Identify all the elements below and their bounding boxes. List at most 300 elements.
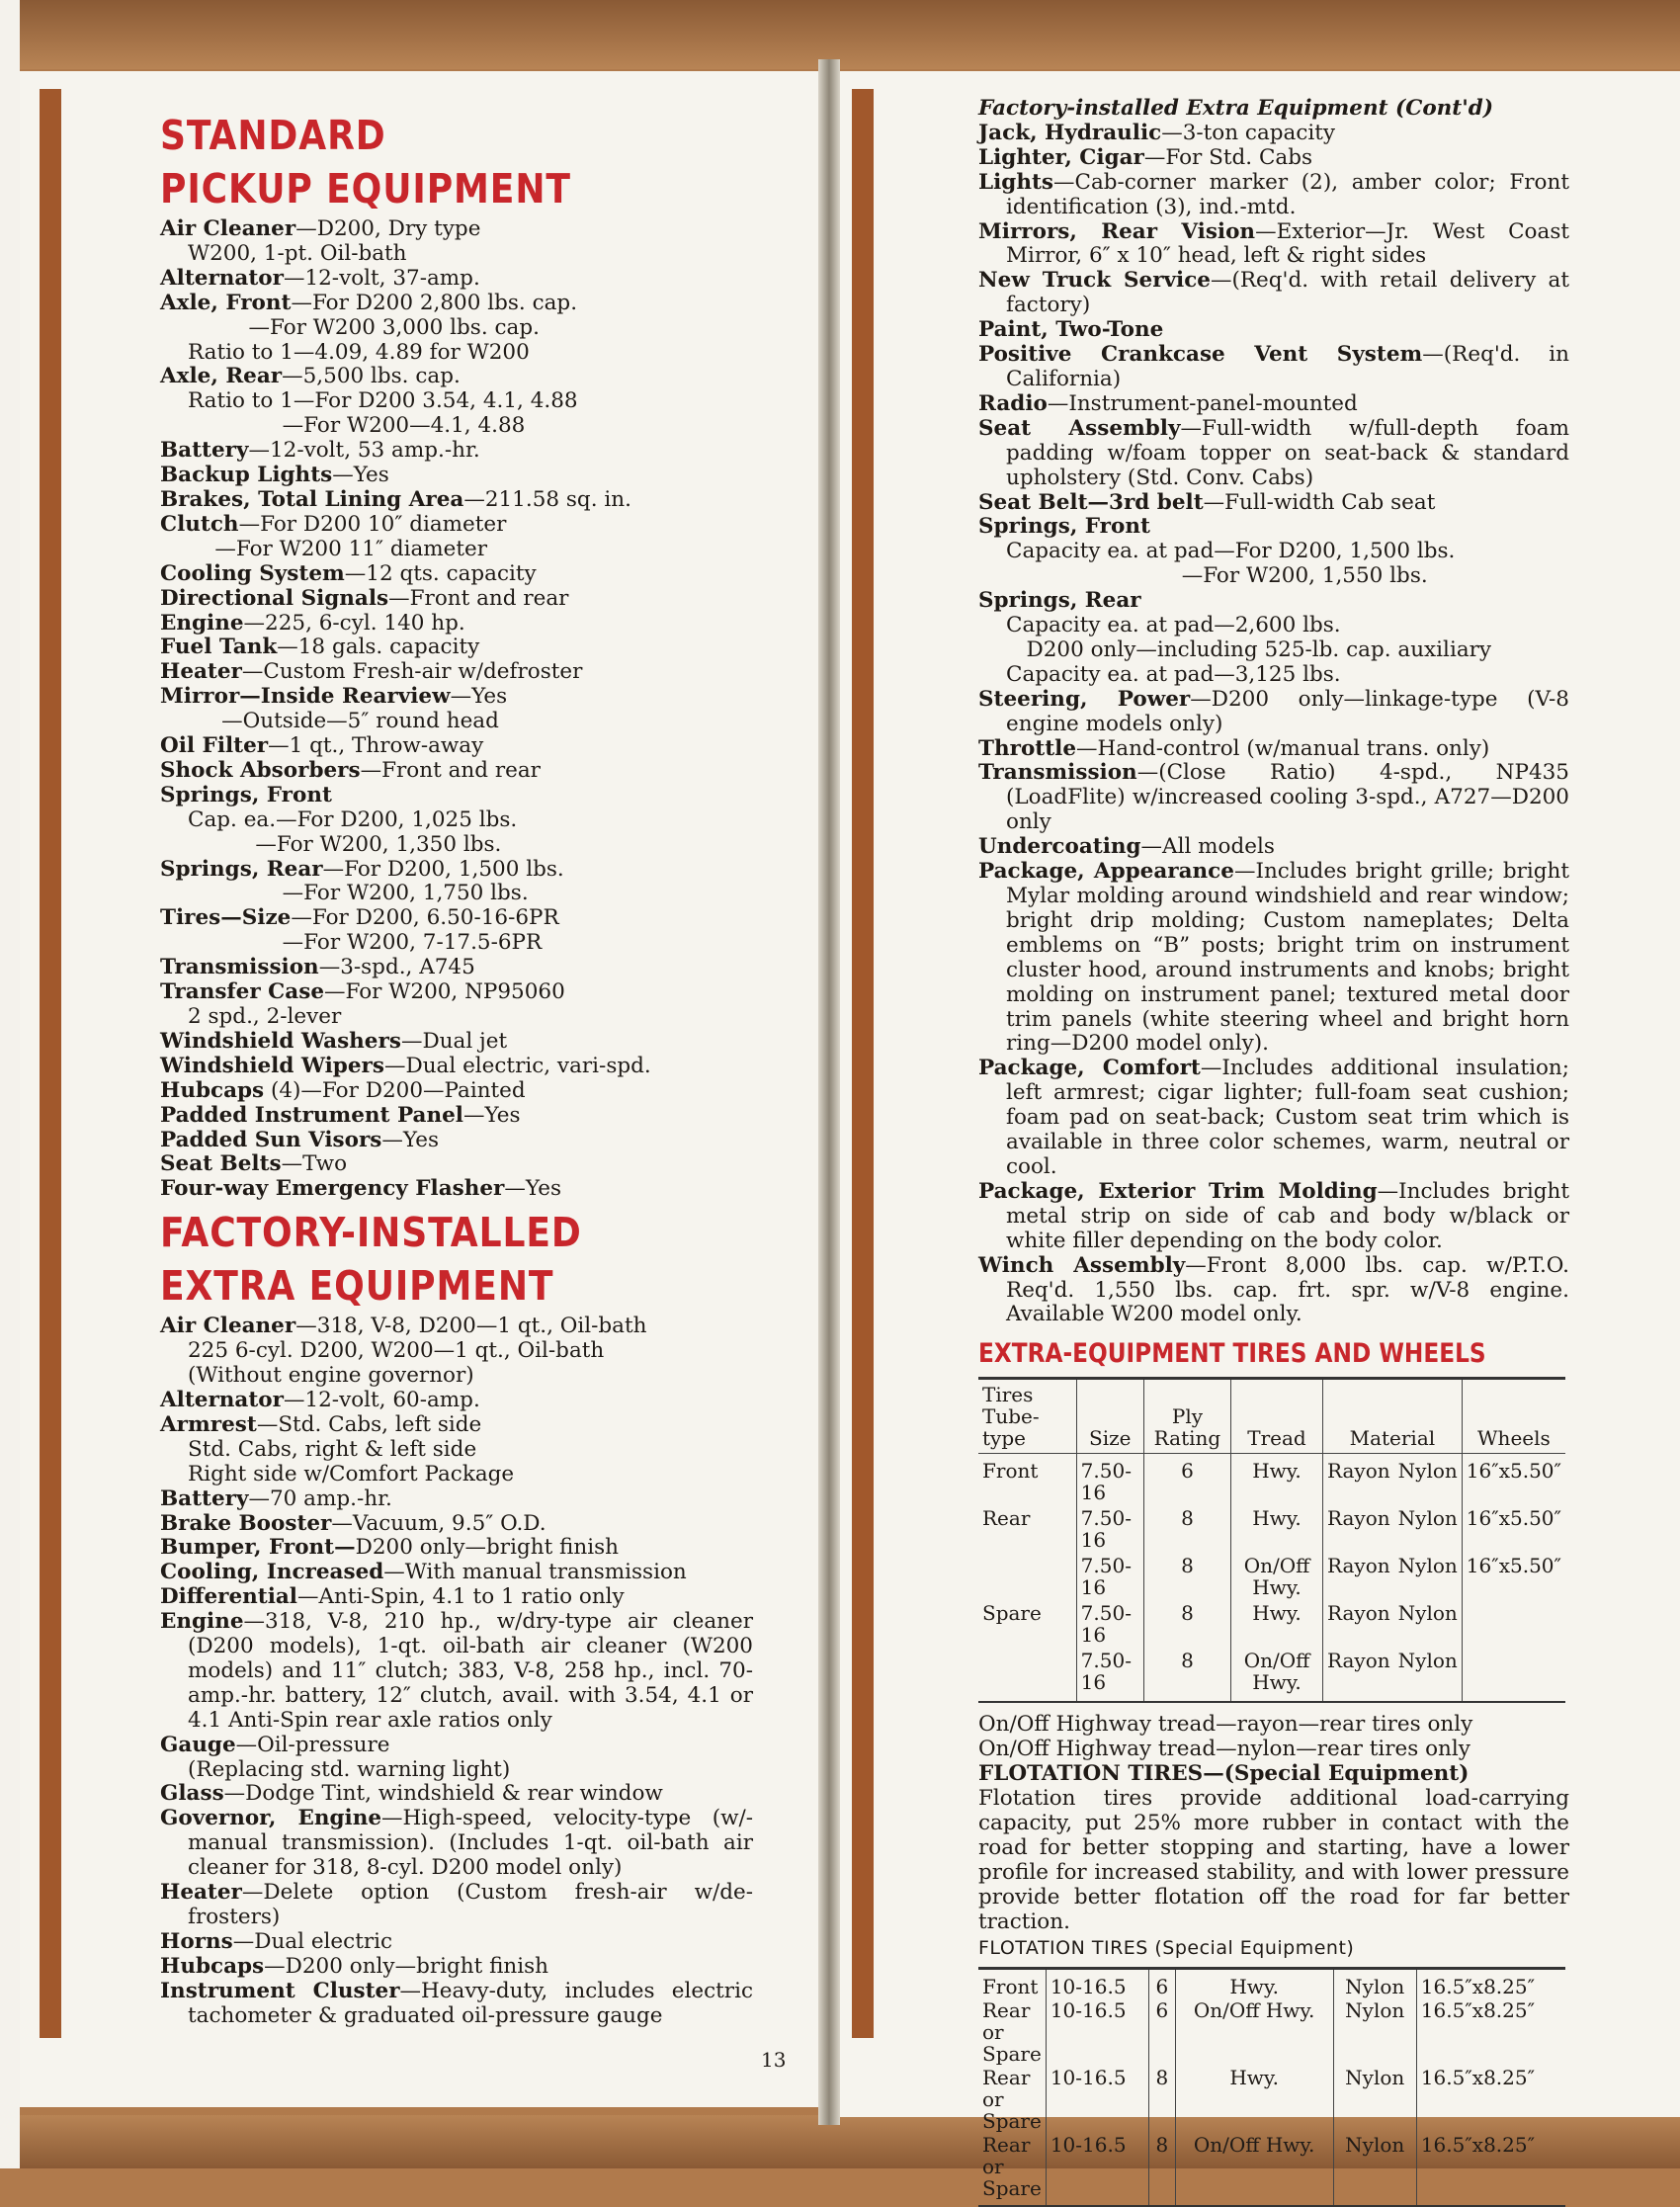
equipment-entry xyxy=(160,1536,753,1561)
equipment-name: Air Cleaner xyxy=(160,216,296,241)
equipment-name: Brakes, Total Lining Area xyxy=(160,486,464,512)
equipment-name: Radio xyxy=(978,390,1048,416)
equipment-name: Instrument Cluster xyxy=(160,1978,400,2003)
equipment-detail: —Yes xyxy=(462,1102,521,1128)
equipment-detail: —For W200, NP95060 xyxy=(324,979,565,1005)
equipment-name: Heater xyxy=(160,659,242,685)
equipment-entry xyxy=(160,1955,753,1980)
equipment-name: Cooling, Increased xyxy=(160,1560,384,1585)
flotation-cell: 8 xyxy=(1149,2133,1175,2206)
flotation-cell: 16.5″x8.25″ xyxy=(1420,2066,1536,2090)
equipment-entry xyxy=(160,1585,753,1610)
equipment-detail-line: —For W200, 7-17.5-6PR xyxy=(188,930,543,956)
equipment-entry xyxy=(160,1315,753,1339)
equipment-detail: —1 qt., Throw-away xyxy=(268,733,484,759)
tires-row xyxy=(978,1454,1565,1506)
equipment-name: Throttle xyxy=(978,735,1077,761)
equipment-detail: —Two xyxy=(281,1151,348,1177)
equipment-detail: —Dual electric xyxy=(232,1928,393,1954)
equipment-detail: —Yes xyxy=(381,1127,439,1152)
equipment-name: Mirrors, Rear Vision xyxy=(978,218,1256,244)
equipment-entry xyxy=(160,1782,753,1807)
equipment-entry xyxy=(978,761,1569,835)
tires-cell: Nylon xyxy=(1394,1553,1463,1600)
equipment-detail: —Delete option (Custom fresh-air w/de-frosters) xyxy=(188,1880,753,1929)
equipment-detail: —D200 only—bright finish xyxy=(264,1953,549,1979)
equipment-name: Seat Assembly xyxy=(978,415,1181,441)
equipment-detail-line: 2 spd., 2-lever xyxy=(188,1004,342,1029)
equipment-detail-line: Capacity ea. at pad—3,125 lbs. xyxy=(1006,661,1341,687)
tires-column-header: Material xyxy=(1322,1379,1462,1454)
equipment-detail: —5,500 lbs. cap. xyxy=(282,364,461,389)
equipment-name: Shock Absorbers xyxy=(160,757,361,783)
equipment-name: Transmission xyxy=(160,955,319,980)
tires-cell: Hwy. xyxy=(1231,1505,1323,1553)
left-column xyxy=(160,111,753,2029)
flotation-cell: 16.5″x8.25″ xyxy=(1416,1969,1565,1999)
equipment-name: Armrest xyxy=(160,1411,257,1437)
equipment-entry xyxy=(978,1057,1569,1180)
flotation-cell: 16.5″x8.25″ xyxy=(1416,2133,1565,2206)
equipment-detail: —12-volt, 37-amp. xyxy=(283,265,480,291)
equipment-detail: —For Std. Cabs xyxy=(1143,144,1313,170)
equipment-detail-line: —For W200, 1,750 lbs. xyxy=(188,881,529,906)
equipment-name: Alternator xyxy=(160,265,284,291)
equipment-entry xyxy=(160,1129,753,1153)
tires-cell: Front xyxy=(978,1454,1076,1506)
equipment-detail: —Custom Fresh-air w/defroster xyxy=(241,659,583,685)
tires-cell: 8 xyxy=(1143,1600,1230,1648)
equipment-entry xyxy=(160,1389,753,1413)
equipment-name: Directional Signals xyxy=(160,585,389,611)
equipment-name: Engine xyxy=(160,1609,244,1635)
equipment-entry xyxy=(160,1930,753,1955)
equipment-detail: —For D200, 6.50-16-6PR xyxy=(291,905,559,931)
equipment-entry xyxy=(160,464,753,488)
equipment-entry xyxy=(160,1512,753,1537)
equipment-name: Springs, Front xyxy=(160,782,332,807)
flotation-cell: Nylon xyxy=(1333,1998,1416,2066)
equipment-name: Fuel Tank xyxy=(160,635,278,660)
equipment-detail-line: —For W200 11″ diameter xyxy=(188,536,488,561)
flotation-cell: Nylon xyxy=(1333,2133,1416,2206)
tires-row xyxy=(978,1648,1565,1702)
tires-row xyxy=(978,1505,1565,1553)
equipment-detail-line: —For W200 3,000 lbs. cap. xyxy=(188,314,540,340)
tires-cell: Rayon xyxy=(1326,1601,1390,1626)
equipment-entry xyxy=(160,1030,753,1055)
equipment-entry xyxy=(160,365,753,389)
flotation-cell: Hwy. xyxy=(1175,2066,1333,2133)
equipment-entry xyxy=(978,171,1569,220)
scan-edge xyxy=(0,0,20,2168)
equipment-name: Gauge xyxy=(160,1732,236,1757)
equipment-detail: —Yes xyxy=(450,684,508,710)
equipment-detail-line: Std. Cabs, right & left side xyxy=(188,1436,477,1462)
equipment-entry xyxy=(978,392,1569,417)
flotation-cell: Rear or Spare xyxy=(978,2133,1046,2206)
equipment-detail: —All models xyxy=(1140,834,1275,860)
tires-cell: Rayon xyxy=(1322,1648,1393,1702)
tires-column-header: Size xyxy=(1076,1379,1143,1454)
tires-cell: 7.50-16 xyxy=(1076,1648,1143,1702)
equipment-name: Transfer Case xyxy=(160,979,324,1005)
equipment-name: Battery xyxy=(160,438,249,464)
equipment-entry xyxy=(978,1254,1569,1328)
tires-cell: 8 xyxy=(1143,1553,1230,1600)
equipment-entry xyxy=(160,784,753,808)
equipment-entry xyxy=(978,860,1569,1057)
tires-cell: Hwy. xyxy=(1231,1600,1323,1648)
extra-equipment-continued-list xyxy=(978,122,1569,1327)
flotation-cell: Rear or Spare xyxy=(978,2066,1046,2133)
tires-column-header: Tires Tube-type xyxy=(978,1379,1076,1454)
top-border xyxy=(0,0,1680,69)
equipment-detail-line: —Outside—5″ round head xyxy=(188,709,499,734)
equipment-name: Glass xyxy=(160,1781,224,1807)
equipment-detail: —Cab-corner marker (2), amber color; Front identification (3), ind.-mtd. xyxy=(1006,169,1569,219)
flotation-cell: On/Off Hwy. xyxy=(1175,2133,1333,2206)
equipment-name: New Truck Service xyxy=(978,268,1211,294)
equipment-name: Steering, Power xyxy=(978,686,1191,712)
equipment-name: Lighter, Cigar xyxy=(978,144,1144,170)
equipment-entry xyxy=(160,267,753,292)
tires-cell: Rear xyxy=(978,1505,1076,1553)
equipment-detail: D200 only—bright finish xyxy=(355,1535,619,1561)
equipment-entry xyxy=(160,685,753,710)
equipment-detail: —Front 8,000 lbs. cap. w/P.T.O. Req'd. 1,550 lbs. cap. frt. spr. w/V-8 engine. Available W200 model only. xyxy=(1006,1252,1569,1327)
equipment-detail: —70 amp.-hr. xyxy=(248,1485,392,1511)
equipment-entry xyxy=(978,220,1569,270)
tires-table xyxy=(978,1377,1565,1703)
tires-cell: Nylon xyxy=(1394,1454,1463,1506)
equipment-detail: —12 qts. capacity xyxy=(344,560,537,586)
equipment-name: Springs, Rear xyxy=(160,856,323,882)
equipment-name: Padded Sun Visors xyxy=(160,1127,382,1152)
tires-cell: 8 xyxy=(1143,1648,1230,1702)
tires-cell: Nylon xyxy=(1394,1600,1463,1648)
equipment-detail-line: (Without engine governor) xyxy=(188,1363,474,1389)
equipment-detail-line: W200, 1-pt. Oil-bath xyxy=(188,240,407,266)
equipment-detail: (4)—For D200—Painted xyxy=(264,1077,526,1103)
equipment-entry xyxy=(160,858,753,883)
equipment-entry xyxy=(978,318,1569,343)
equipment-detail: —12-volt, 60-amp. xyxy=(283,1387,480,1412)
equipment-name: Brake Booster xyxy=(160,1510,332,1536)
flotation-cell: Nylon xyxy=(1333,1969,1416,1999)
equipment-detail: —318, V-8, D200—1 qt., Oil-bath xyxy=(295,1314,647,1339)
tires-cell: 16″x5.50″ xyxy=(1466,1459,1561,1484)
tires-cell xyxy=(1462,1648,1565,1702)
equipment-entry xyxy=(160,562,753,587)
equipment-name: Lights xyxy=(978,169,1053,195)
tires-cell: On/Off Hwy. xyxy=(1231,1648,1323,1702)
tires-cell: Rayon xyxy=(1326,1554,1390,1578)
equipment-entry xyxy=(160,1413,753,1438)
equipment-name: Air Cleaner xyxy=(160,1314,296,1339)
equipment-detail: —Dodge Tint, windshield & rear window xyxy=(223,1781,663,1807)
equipment-entry xyxy=(160,217,753,242)
equipment-entry xyxy=(160,980,753,1005)
equipment-entry xyxy=(160,1610,753,1734)
equipment-detail: —Anti-Spin, 4.1 to 1 ratio only xyxy=(296,1584,625,1610)
heading-standard-line2: PICKUP EQUIPMENT xyxy=(160,165,571,212)
flotation-cell: 6 xyxy=(1149,1998,1175,2066)
equipment-name: Hubcaps xyxy=(160,1077,265,1103)
equipment-name: Axle, Front xyxy=(160,290,292,315)
equipment-detail: —D200, Dry type xyxy=(295,216,481,241)
equipment-name: Differential xyxy=(160,1584,297,1610)
equipment-name: Clutch xyxy=(160,511,239,537)
equipment-detail: —(Close Ratio) 4-spd., NP435 (LoadFlite) w/increased cooling 3-spd., A727—D200 only xyxy=(1006,760,1569,835)
flotation-cell: Nylon xyxy=(1333,2066,1416,2133)
tires-cell: Hwy. xyxy=(1231,1454,1323,1506)
equipment-detail: —Yes xyxy=(332,463,389,488)
tires-cell: 7.50-16 xyxy=(1076,1600,1143,1648)
flotation-cell: 10-16.5 xyxy=(1046,1998,1148,2066)
tire-note: On/Off Highway tread—nylon—rear tires only xyxy=(978,1737,1470,1762)
equipment-name: Springs, Rear xyxy=(978,588,1141,614)
equipment-detail: —Front and rear xyxy=(360,757,541,783)
equipment-detail: —For D200 10″ diameter xyxy=(238,511,507,537)
equipment-entry xyxy=(160,1152,753,1177)
tires-cell: On/Off Hwy. xyxy=(1231,1553,1323,1600)
equipment-name: Four-way Emergency Flasher xyxy=(160,1176,505,1202)
equipment-detail: —Heavy-duty, includes electric tachometer & graduated oil-pressure gauge xyxy=(188,1978,753,2028)
equipment-name: Padded Instrument Panel xyxy=(160,1102,463,1128)
equipment-entry xyxy=(160,1734,753,1758)
tires-heading: EXTRA-EQUIPMENT TIRES AND WHEELS xyxy=(978,1338,1486,1370)
equipment-detail: —12-volt, 53 amp.-hr. xyxy=(248,438,480,464)
equipment-detail-line: Ratio to 1—4.09, 4.89 for W200 xyxy=(188,339,530,365)
equipment-name: Package, Comfort xyxy=(978,1056,1201,1081)
equipment-entry xyxy=(978,515,1569,540)
page-gutter xyxy=(818,59,840,2125)
equipment-detail: —Includes bright metal strip on side of cab and body w/black or white filler depending on the body color. xyxy=(1006,1178,1570,1253)
equipment-entry xyxy=(978,146,1569,171)
equipment-name: Horns xyxy=(160,1928,233,1954)
right-decorative-bar xyxy=(852,89,874,2038)
tires-cell: Nylon xyxy=(1394,1648,1463,1702)
equipment-detail-line: —For W200—4.1, 4.88 xyxy=(188,413,526,439)
continued-heading: Factory-installed Extra Equipment (Cont'd) xyxy=(978,96,1494,121)
flotation-row xyxy=(978,1969,1565,1999)
equipment-entry xyxy=(978,417,1569,491)
flotation-cell: 10-16.5 xyxy=(1046,2066,1148,2133)
equipment-name: Windshield Washers xyxy=(160,1028,401,1054)
flotation-cell: Front xyxy=(978,1969,1046,1999)
page-number: 13 xyxy=(761,2048,787,2072)
flotation-row xyxy=(978,2133,1565,2206)
equipment-entry xyxy=(978,688,1569,737)
equipment-entry xyxy=(978,269,1569,318)
tires-cell xyxy=(978,1553,1076,1600)
equipment-name: Heater xyxy=(160,1880,242,1906)
equipment-entry xyxy=(978,835,1569,860)
equipment-name: Package, Appearance xyxy=(978,859,1234,885)
tires-cell: 7.50-16 xyxy=(1076,1553,1143,1600)
equipment-detail-line: —For W200, 1,350 lbs. xyxy=(188,831,502,857)
flotation-table xyxy=(978,1967,1565,2207)
equipment-detail: —Instrument-panel-mounted xyxy=(1047,390,1358,416)
equipment-entry xyxy=(160,636,753,660)
flotation-cell: 8 xyxy=(1149,2066,1175,2133)
equipment-detail: —Includes bright grille; bright Mylar molding around windshield and rear window; bright drip molding; Custom nameplates; Delta emblems on “B” posts; bright trim on instrument cluster hood, around instruments and knobs; bright molding on instrument panel; textured metal door trim panels (white steering wheel and bright horn ring—D200 model only). xyxy=(1006,859,1569,1057)
tires-column-header: Ply Rating xyxy=(1143,1379,1230,1454)
equipment-detail: —3-spd., A745 xyxy=(318,955,475,980)
equipment-detail-line: Right side w/Comfort Package xyxy=(188,1461,515,1486)
flotation-cell: 10-16.5 xyxy=(1046,2133,1148,2206)
equipment-entry xyxy=(160,1807,753,1881)
tire-note: On/Off Highway tread—rayon—rear tires only xyxy=(978,1712,1473,1738)
tires-row xyxy=(978,1600,1565,1648)
tires-column-header: Wheels xyxy=(1462,1379,1565,1454)
tires-column-header: Tread xyxy=(1231,1379,1323,1454)
equipment-detail: —318, V-8, 210 hp., w/dry-type air cleaner (D200 models), 1-qt. oil-bath air cleaner (W200 models) and 11″ clutch; 383, V-8, 258 hp., incl. 70-amp.-hr. battery, 12″ clutch, avail. with 3.54, 4.1 or 4.1 Anti-Spin rear axle ratios only xyxy=(188,1609,753,1733)
equipment-detail: —With manual transmission xyxy=(383,1560,687,1585)
left-decorative-bar xyxy=(40,89,61,2038)
equipment-detail: —Std. Cabs, left side xyxy=(256,1411,482,1437)
equipment-detail: —Includes additional insulation; left armrest; cigar lighter; full-foam seat cushion; foam pad on seat-back; Custom seat trim which is available in three color schemes, warm, neutral or cool. xyxy=(1006,1056,1569,1179)
equipment-name: Paint, Two-Tone xyxy=(978,317,1164,343)
heading-standard-line1: STANDARD xyxy=(160,112,386,159)
equipment-entry xyxy=(160,1055,753,1079)
tires-cell xyxy=(1462,1600,1565,1648)
tires-cell: 7.50-16 xyxy=(1076,1505,1143,1553)
equipment-detail: —(Req'd. in California) xyxy=(1006,342,1569,391)
equipment-name: Seat Belts xyxy=(160,1151,282,1177)
tires-cell: 7.50-16 xyxy=(1076,1454,1143,1506)
equipment-name: Undercoating xyxy=(978,834,1141,860)
equipment-name: Package, Exterior Trim Molding xyxy=(978,1178,1378,1204)
flotation-cell: Rear or Spare xyxy=(978,1998,1046,2066)
equipment-detail: —211.58 sq. in. xyxy=(463,486,631,512)
equipment-entry xyxy=(160,439,753,464)
flotation-heading: FLOTATION TIRES—(Special Equipment) xyxy=(978,1761,1470,1787)
equipment-entry xyxy=(160,1881,753,1930)
standard-equipment-list xyxy=(160,217,753,1202)
equipment-detail-line: Capacity ea. at pad—2,600 lbs. xyxy=(1006,613,1341,638)
equipment-detail-line: Capacity ea. at pad—For D200, 1,500 lbs. xyxy=(1006,539,1456,564)
equipment-name: Jack, Hydraulic xyxy=(978,120,1162,145)
heading-extra-line1: FACTORY-INSTALLED xyxy=(160,1209,582,1257)
equipment-detail: —Full-width w/full-depth foam padding w/foam topper on seat-back & standard upholstery (Std. Conv. Cabs) xyxy=(1006,415,1569,490)
equipment-entry xyxy=(160,1487,753,1512)
equipment-detail-line: 225 6-cyl. D200, W200—1 qt., Oil-bath xyxy=(188,1338,605,1364)
equipment-detail: —Dual jet xyxy=(400,1028,508,1054)
equipment-detail: —Oil-pressure xyxy=(235,1732,390,1757)
equipment-name: Seat Belt—3rd belt xyxy=(978,489,1204,515)
heading-extra-line2: EXTRA EQUIPMENT xyxy=(160,1262,554,1311)
equipment-name: Mirror—Inside Rearview xyxy=(160,684,451,710)
equipment-entry xyxy=(160,1177,753,1202)
flotation-cell: 6 xyxy=(1149,1969,1175,1999)
tires-cell: Spare xyxy=(978,1600,1076,1648)
flotation-cell: 16.5″x8.25″ xyxy=(1420,1998,1536,2023)
tires-row xyxy=(978,1553,1565,1600)
equipment-entry xyxy=(160,956,753,980)
equipment-detail: —Front and rear xyxy=(388,585,569,611)
equipment-entry xyxy=(160,1561,753,1585)
equipment-name: Axle, Rear xyxy=(160,364,283,389)
flotation-table-title: FLOTATION TIRES (Special Equipment) xyxy=(978,1937,1355,1960)
equipment-name: Springs, Front xyxy=(978,514,1150,540)
flotation-text: Flotation tires provide additional load-carrying capacity, put 25% more rubber in contact with the road for better stopping and starting, have a lower profile for increased stability, and with lower pressure provide better flotation off the road for far better traction. xyxy=(978,1786,1569,1934)
equipment-name: Governor, Engine xyxy=(160,1806,382,1831)
equipment-name: Alternator xyxy=(160,1387,284,1412)
equipment-name: Bumper, Front— xyxy=(160,1535,356,1561)
equipment-name: Battery xyxy=(160,1485,249,1511)
tires-cell: 16″x5.50″ xyxy=(1466,1554,1561,1578)
equipment-entry xyxy=(978,589,1569,614)
equipment-entry xyxy=(160,513,753,538)
equipment-detail: —High-speed, velocity-type (w/-manual transmission). (Includes 1-qt. oil-bath air cleaner for 318, 8-cyl. D200 model only) xyxy=(188,1806,753,1881)
equipment-name: Winch Assembly xyxy=(978,1252,1186,1278)
equipment-entry xyxy=(978,122,1569,146)
tires-cell: Rayon xyxy=(1326,1506,1390,1531)
equipment-name: Oil Filter xyxy=(160,733,269,759)
equipment-name: Windshield Wipers xyxy=(160,1053,384,1078)
equipment-detail-line: Ratio to 1—For D200 3.54, 4.1, 4.88 xyxy=(188,388,578,414)
equipment-detail-line: —For W200, 1,550 lbs. xyxy=(1006,563,1428,589)
tires-cell: Nylon xyxy=(1394,1505,1463,1553)
equipment-detail: —Hand-control (w/manual trans. only) xyxy=(1076,735,1490,761)
equipment-detail: —For D200, 1,500 lbs. xyxy=(322,856,564,882)
equipment-detail-line: (Replacing std. warning light) xyxy=(188,1756,511,1782)
equipment-entry xyxy=(978,737,1569,762)
equipment-entry xyxy=(160,1079,753,1104)
equipment-entry xyxy=(160,488,753,513)
equipment-detail: —Dual electric, vari-spd. xyxy=(383,1053,651,1078)
equipment-detail-line: D200 only—including 525-lb. cap. auxiliary xyxy=(1006,637,1492,662)
flotation-cell: Hwy. xyxy=(1175,1969,1333,1999)
equipment-name: Tires—Size xyxy=(160,905,292,931)
tires-cell: 16″x5.50″ xyxy=(1466,1506,1561,1531)
equipment-entry xyxy=(978,491,1569,516)
tires-cell: 8 xyxy=(1143,1505,1230,1553)
equipment-entry xyxy=(160,660,753,685)
equipment-entry xyxy=(160,1980,753,2029)
equipment-entry xyxy=(160,1104,753,1129)
equipment-detail: —Full-width Cab seat xyxy=(1203,489,1436,515)
equipment-entry xyxy=(160,292,753,316)
equipment-detail: —Exterior—Jr. West Coast Mirror, 6″ x 10″ head, left & right sides xyxy=(1006,218,1569,269)
tires-cell: Rayon xyxy=(1326,1459,1390,1484)
equipment-detail: —(Req'd. with retail delivery at factory) xyxy=(1006,268,1569,318)
equipment-entry xyxy=(160,906,753,931)
flotation-row xyxy=(978,1998,1565,2066)
equipment-name: Engine xyxy=(160,610,244,636)
equipment-detail: —225, 6-cyl. 140 hp. xyxy=(243,610,465,636)
equipment-entry xyxy=(160,759,753,784)
tires-cell xyxy=(978,1648,1076,1702)
equipment-detail-line: Cap. ea.—For D200, 1,025 lbs. xyxy=(188,806,518,832)
equipment-name: Backup Lights xyxy=(160,463,333,488)
flotation-cell: 10-16.5 xyxy=(1046,1969,1148,1999)
equipment-detail: —18 gals. capacity xyxy=(277,635,480,660)
equipment-entry xyxy=(160,587,753,612)
equipment-detail: —Yes xyxy=(504,1176,561,1202)
equipment-detail: —D200 only—linkage-type (V-8 engine models only) xyxy=(1006,686,1569,736)
extra-equipment-list xyxy=(160,1315,753,2028)
equipment-name: Positive Crankcase Vent System xyxy=(978,342,1423,368)
equipment-detail: —For D200 2,800 lbs. cap. xyxy=(291,290,578,315)
equipment-entry xyxy=(978,1180,1569,1254)
equipment-name: Cooling System xyxy=(160,560,345,586)
equipment-entry xyxy=(160,734,753,759)
flotation-cell: On/Off Hwy. xyxy=(1175,1998,1333,2066)
flotation-row xyxy=(978,2066,1565,2133)
